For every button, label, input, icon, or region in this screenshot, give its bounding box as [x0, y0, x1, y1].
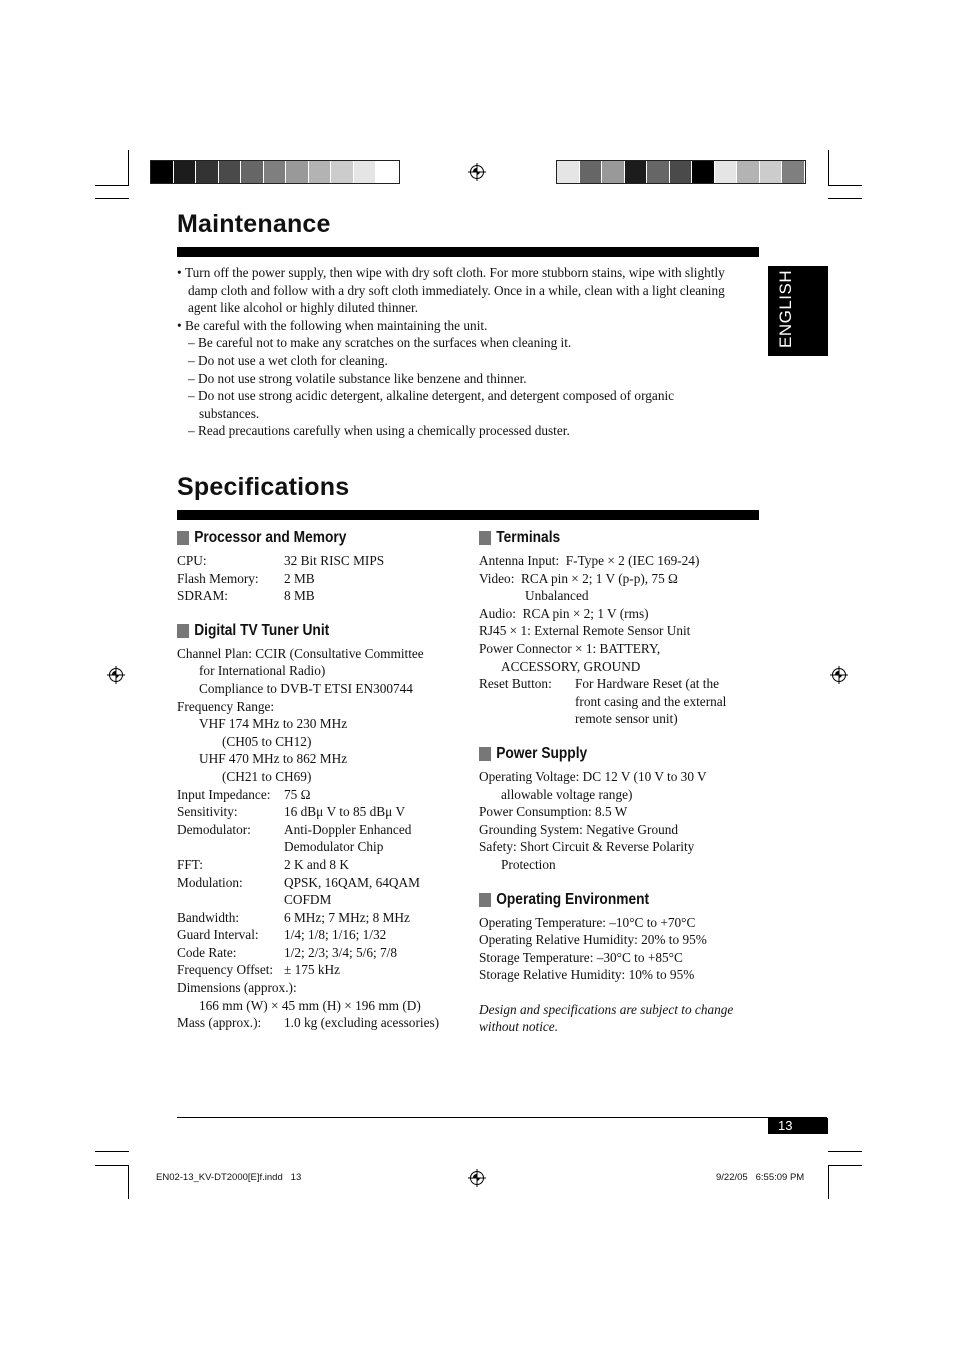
spec-line: Audio: RCA pin × 2; 1 V (rms): [479, 605, 649, 621]
spec-line: Antenna Input: F-Type × 2 (IEC 169-24): [479, 553, 700, 568]
color-swatch: [760, 161, 783, 183]
maintenance-rule: [177, 247, 759, 257]
color-swatch: [354, 161, 377, 183]
processor-heading: Processor and Memory: [177, 528, 422, 548]
color-swatch: [715, 161, 738, 183]
terminals-heading: Terminals: [479, 528, 724, 548]
color-swatch: [286, 161, 309, 183]
color-swatch: [196, 161, 219, 183]
spec-left-column: [177, 528, 462, 1032]
maintenance-subitem: – Read precautions carefully when using a chemically processed duster.: [188, 423, 570, 439]
spec-row: Code Rate: 1/2; 2/3; 3/4; 5/6; 7/8: [177, 944, 398, 960]
spec-line: allowable voltage range): [501, 786, 633, 802]
color-swatch: [625, 161, 648, 183]
spec-row: FFT: 2 K and 8 K: [177, 856, 349, 872]
spec-row: Demodulator: Anti-Doppler Enhanced Demodulator Chip: [177, 821, 412, 855]
spec-row: Mass (approx.): 1.0 kg (excluding acessories): [177, 1015, 440, 1031]
spec-line: Dimensions (approx.):: [177, 980, 297, 996]
color-swatch: [647, 161, 670, 183]
spec-row: SDRAM: 8 MB: [177, 588, 315, 604]
footer-timestamp: 9/22/05 6:55:09 PM: [716, 1172, 805, 1183]
spec-line: Operating Voltage: DC 12 V (10 V to 30 V: [479, 768, 707, 784]
spec-row: Frequency Offset: ± 175 kHz: [177, 962, 341, 978]
maintenance-bullet: • Turn off the power supply, then wipe with dry soft cloth. For more stubborn stains, wipe with slightly damp cloth and follow with a dry soft cloth immediately. Once in a while, clean with a light cleaning agent like alcohol or highly diluted thinner.: [177, 265, 725, 316]
section-square-icon: [479, 893, 491, 907]
color-swatch: [331, 161, 354, 183]
spec-line: Safety: Short Circuit & Reverse Polarity: [479, 839, 695, 855]
spec-row: Flash Memory: 2 MB: [177, 570, 315, 586]
color-swatch: [241, 161, 264, 183]
color-swatch: [782, 161, 805, 183]
color-swatch: [692, 161, 715, 183]
color-swatch: [219, 161, 242, 183]
registration-mark-icon: [832, 668, 846, 682]
spec-line: Unbalanced: [525, 588, 589, 604]
spec-line: Operating Relative Humidity: 20% to 95%: [479, 932, 707, 948]
registration-mark-icon: [109, 668, 123, 682]
color-bar-left: [150, 160, 400, 184]
spec-right-column: [479, 528, 764, 1036]
specifications-title: Specifications: [177, 473, 350, 501]
color-swatch: [151, 161, 174, 183]
spec-line: Power Consumption: 8.5 W: [479, 804, 628, 820]
color-swatch: [580, 161, 603, 183]
spec-row: CPU: 32 Bit RISC MIPS: [177, 553, 385, 568]
spec-line: Grounding System: Negative Ground: [479, 821, 679, 837]
spec-line: VHF 174 MHz to 230 MHz: [199, 716, 348, 732]
spec-row: Input Impedance: 75 Ω: [177, 786, 311, 802]
spec-row: Modulation: QPSK, 16QAM, 64QAM COFDM: [177, 874, 420, 908]
color-swatch: [602, 161, 625, 183]
spec-line: 166 mm (W) × 45 mm (H) × 196 mm (D): [199, 997, 421, 1013]
spec-line: Storage Relative Humidity: 10% to 95%: [479, 967, 695, 983]
spec-line: ACCESSORY, GROUND: [501, 658, 641, 674]
page-number: 13: [768, 1118, 828, 1134]
spec-row: Bandwidth: 6 MHz; 7 MHz; 8 MHz: [177, 909, 410, 925]
specifications-rule: [177, 510, 759, 520]
maintenance-body: [177, 264, 747, 440]
section-square-icon: [479, 747, 491, 761]
color-swatch: [174, 161, 197, 183]
spec-line: RJ45 × 1: External Remote Sensor Unit: [479, 623, 691, 639]
section-square-icon: [177, 624, 189, 638]
spec-row: Reset Button: For Hardware Reset (at the front casing and the external remote sensor unit): [479, 676, 727, 727]
spec-line: Video: RCA pin × 2; 1 V (p-p), 75 Ω: [479, 570, 678, 586]
spec-line: (CH21 to CH69): [222, 768, 312, 784]
spec-line: Frequency Range:: [177, 698, 275, 714]
spec-row: Guard Interval: 1/4; 1/8; 1/16; 1/32: [177, 927, 387, 943]
spec-line: (CH05 to CH12): [222, 733, 312, 749]
spec-line: Storage Temperature: –30°C to +85°C: [479, 949, 683, 965]
maintenance-bullet: • Be careful with the following when maintaining the unit.: [177, 317, 488, 333]
footer-file-slug: EN02-13_KV-DT2000[E]f.indd 13: [156, 1172, 302, 1183]
maintenance-subitem: – Do not use strong volatile substance like benzene and thinner.: [188, 370, 527, 386]
spec-line: Channel Plan: CCIR (Consultative Committee: [177, 645, 424, 661]
environment-heading: Operating Environment: [479, 890, 724, 910]
color-swatch: [309, 161, 332, 183]
color-swatch: [670, 161, 693, 183]
color-swatch: [557, 161, 580, 183]
spec-line: Power Connector × 1: BATTERY,: [479, 640, 661, 656]
tuner-heading: Digital TV Tuner Unit: [177, 621, 422, 641]
spec-line: for International Radio): [199, 663, 326, 679]
spec-line: UHF 470 MHz to 862 MHz: [199, 751, 348, 767]
color-swatch: [737, 161, 760, 183]
power-heading: Power Supply: [479, 744, 724, 764]
footer-rule: [177, 1117, 827, 1118]
language-tab: ENGLISH: [768, 266, 828, 356]
registration-mark-icon: [470, 1171, 484, 1185]
section-square-icon: [177, 531, 189, 545]
spec-line: Protection: [501, 856, 556, 872]
section-square-icon: [479, 531, 491, 545]
spec-line: Operating Temperature: –10°C to +70°C: [479, 914, 696, 930]
spec-line: Compliance to DVB-T ETSI EN300744: [199, 680, 413, 696]
maintenance-subitem: – Do not use strong acidic detergent, alkaline detergent, and detergent composed of organic substances.: [188, 388, 675, 421]
maintenance-title: Maintenance: [177, 210, 331, 238]
spec-note: Design and specifications are subject to change without notice.: [479, 1001, 734, 1035]
spec-row: Sensitivity: 16 dBμ V to 85 dBμ V: [177, 804, 406, 820]
color-swatch: [264, 161, 287, 183]
color-swatch: [376, 161, 399, 183]
maintenance-subitem: – Do not use a wet cloth for cleaning.: [188, 352, 388, 368]
maintenance-subitem: – Be careful not to make any scratches on the surfaces when cleaning it.: [188, 335, 572, 351]
color-bar-right: [556, 160, 806, 184]
registration-mark-icon: [470, 165, 484, 179]
